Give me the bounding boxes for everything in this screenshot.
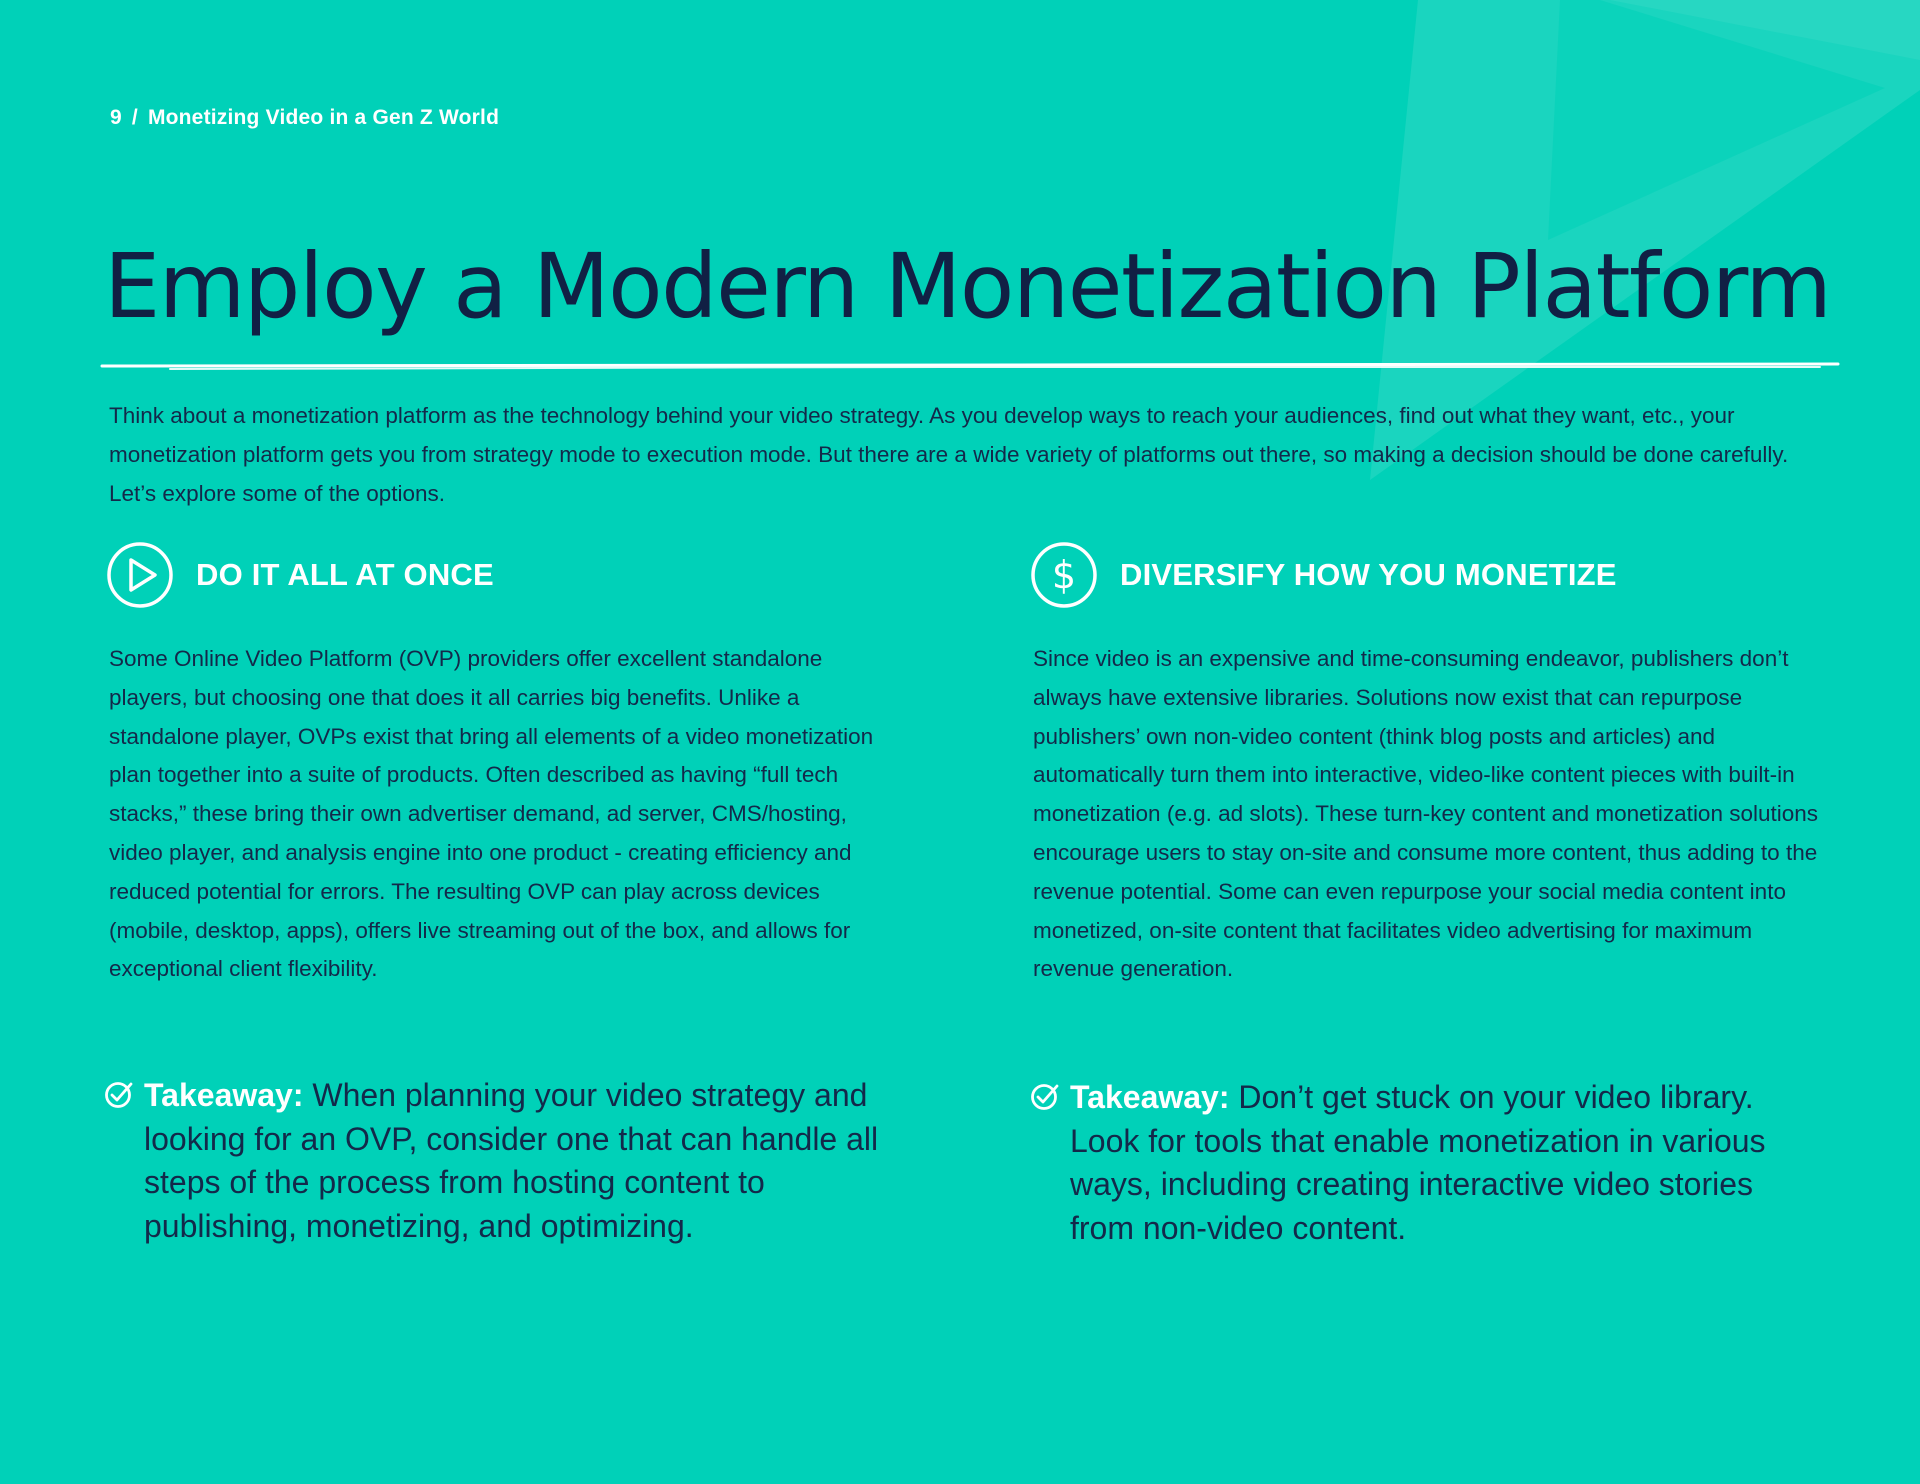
takeaway-text bbox=[1070, 1076, 1810, 1250]
section-body: Some Online Video Platform (OVP) providers offer excellent standalone players, but choosing one that does it all carries big benefits. Unlike a standalone player, OVPs exist that bring all elements of a video monetization plan together into a suite of products. Often described as having “full tech stacks,” these bring their own advertiser demand, ad server, CMS/hosting, video player, and analysis engine into one product - creating efficiency and reduced potential for errors. The resulting OVP can play across devices (mobile, desktop, apps), offers live streaming out of the box, and allows for exceptional client flexibility. bbox=[109, 646, 874, 982]
intro-paragraph: Think about a monetization platform as the technology behind your video strategy. As you develop ways to reach your audiences, find out what they want, etc., your monetization platform gets you from strategy mode to execution mode. But there are a wide variety of platforms out there, so making a decision should be done carefully. Let’s explore some of the options. bbox=[109, 403, 1789, 506]
takeaway-diversify bbox=[1030, 1076, 1830, 1250]
page-title: Employ a Modern Monetization Platform bbox=[104, 234, 1831, 338]
check-circle-icon bbox=[104, 1080, 134, 1110]
check-circle-icon bbox=[1030, 1082, 1060, 1112]
section-header bbox=[1030, 540, 1830, 610]
takeaway-do-it-all bbox=[104, 1074, 904, 1248]
section-heading: DO IT ALL AT ONCE bbox=[196, 557, 494, 592]
takeaway-label: Takeaway: bbox=[1070, 1079, 1230, 1115]
title-underline-brush bbox=[100, 356, 1840, 376]
svg-text:$: $ bbox=[1051, 553, 1077, 597]
takeaway-text bbox=[144, 1074, 884, 1248]
section-diversify bbox=[1030, 540, 1830, 982]
dollar-circle-icon bbox=[1030, 541, 1098, 609]
section-do-it-all bbox=[106, 540, 906, 982]
section-body: Since video is an expensive and time-consuming endeavor, publishers don’t always have extensive libraries. Solutions now exist that can repurpose publishers’ own non-video content (think blog posts and articles) and automatically turn them into interactive, video-like content pieces with built-in monetization (e.g. ad slots). These turn-key content and monetization solutions encourage users to stay on-site and consume more content, thus adding to the revenue potential. Some can even repurpose your social media content into monetized, on-site content that facilitates video advertising for maximum revenue generation. bbox=[1033, 646, 1819, 982]
document-title: Monetizing Video in a Gen Z World bbox=[147, 106, 500, 129]
play-circle-icon bbox=[106, 541, 174, 609]
takeaway-label: Takeaway: bbox=[144, 1077, 304, 1113]
page-number: 9 bbox=[110, 106, 122, 129]
takeaway-body: Don’t get stuck on your video library. Look for tools that enable monetization in various ways, including creating interactive video stories from non-video content. bbox=[1070, 1079, 1766, 1246]
takeaway-body: When planning your video strategy and looking for an OVP, consider one that can handle all steps of the process from hosting content to publishing, monetizing, and optimizing. bbox=[144, 1077, 879, 1244]
running-header bbox=[110, 106, 499, 130]
header-separator: / bbox=[131, 106, 138, 129]
section-header bbox=[106, 540, 906, 610]
section-heading: DIVERSIFY HOW YOU MONETIZE bbox=[1120, 557, 1617, 592]
